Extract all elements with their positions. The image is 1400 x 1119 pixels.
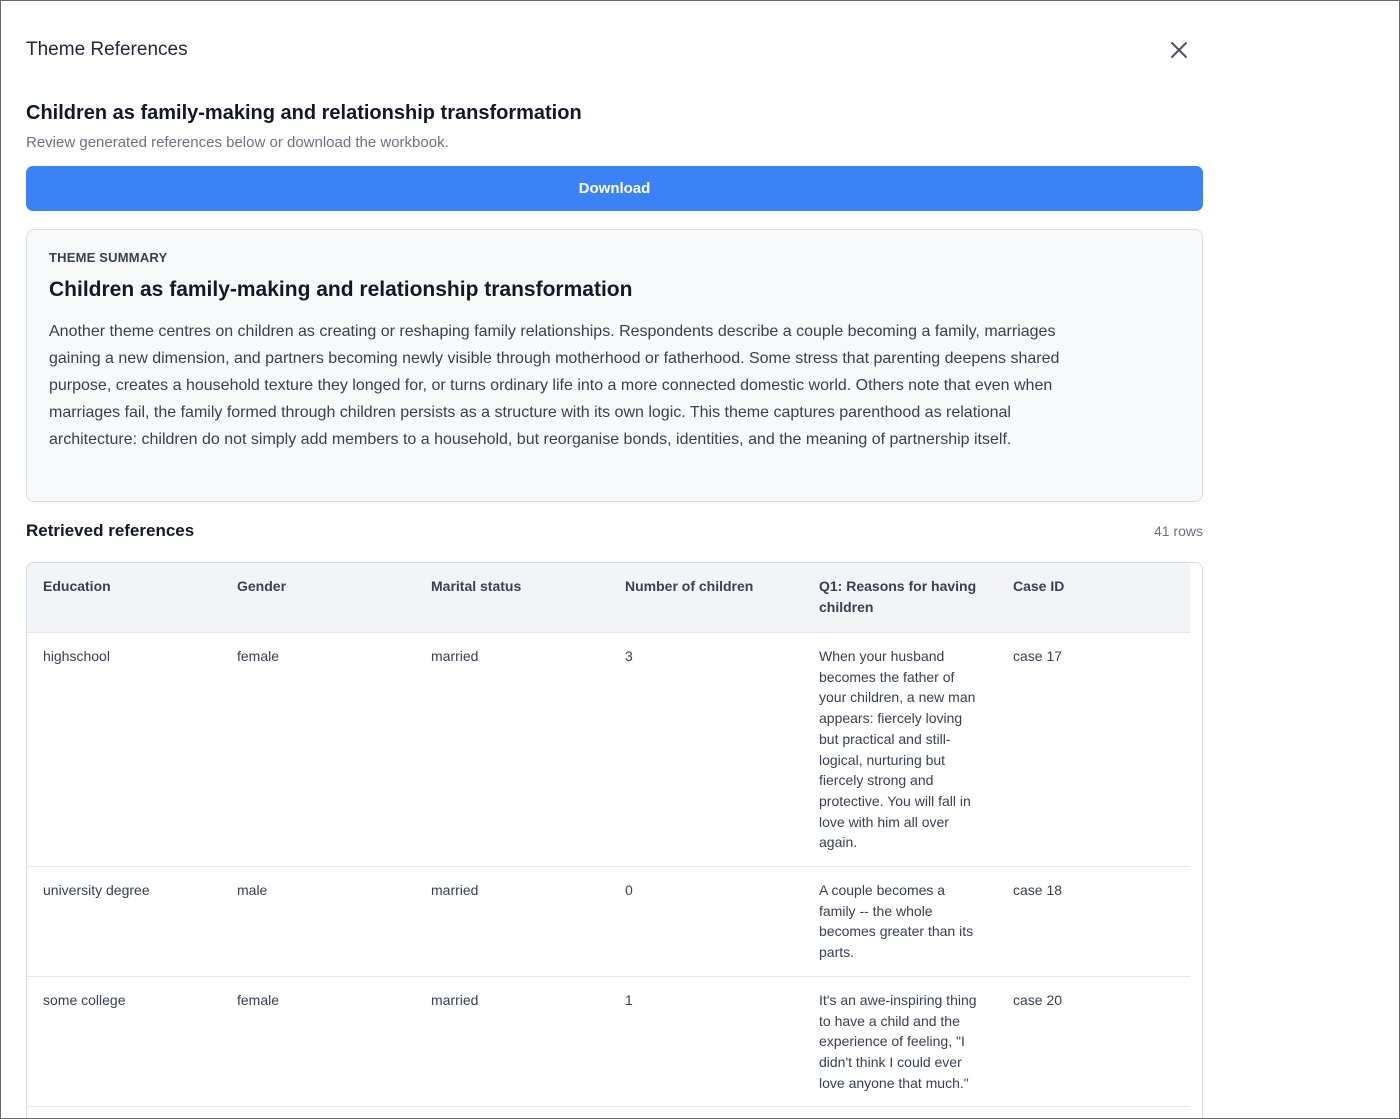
cell-case-id: case 20: [997, 976, 1190, 1107]
table-header-row: [27, 563, 1190, 633]
cell-gender: male: [221, 867, 415, 977]
cell-q1: A couple becomes a family -- the whole becomes greater than its parts.: [803, 867, 997, 977]
references-table-container[interactable]: [26, 562, 1203, 1119]
column-header-q1: Q1: Reasons for having children: [803, 563, 997, 633]
cell-marital-status: married: [415, 867, 609, 977]
cell-case-id: case 17: [997, 633, 1190, 867]
theme-heading: Children as family-making and relationship transformation: [26, 102, 582, 124]
column-header-case-id: Case ID: [997, 563, 1190, 633]
table-row: [27, 633, 1190, 867]
references-table: [27, 563, 1190, 1107]
summary-title: Children as family-making and relationship transformation: [49, 278, 633, 301]
rows-count: 41 rows: [1153, 523, 1203, 539]
cell-education: university degree: [27, 867, 221, 977]
column-header-gender: Gender: [221, 563, 415, 633]
cell-education: some college: [27, 976, 221, 1107]
table-row: [27, 976, 1190, 1107]
cell-number-of-children: 1: [609, 976, 803, 1107]
column-header-number-of-children: Number of children: [609, 563, 803, 633]
cell-gender: female: [221, 633, 415, 867]
cell-marital-status: married: [415, 976, 609, 1107]
cell-number-of-children: 3: [609, 633, 803, 867]
summary-text: Another theme centres on children as creating or reshaping family relationships. Respondents describe a couple becoming a family, marriages gaining a new dimension, and partners becoming newly visible through motherhood or fatherhood. Some stress that parenting deepens shared purpose, creates a household texture they longed for, or turns ordinary life into a more connected domestic world. Others note that even when marriages fail, the family formed through children persists as a structure with its own logic. This theme captures parenthood as relational architecture: children do not simply add members to a household, but reorganise bonds, identities, and the meaning of partnership itself.: [49, 323, 1060, 448]
download-button[interactable]: Download: [26, 166, 1203, 211]
cell-number-of-children: 0: [609, 867, 803, 977]
cell-gender: female: [221, 976, 415, 1107]
close-button[interactable]: [1165, 36, 1193, 64]
cell-case-id: case 18: [997, 867, 1190, 977]
cell-q1: When your husband becomes the father of your children, a new man appears: fiercely loving but practical and still-logical, nurturing but fiercely strong and protective. You will fall in love with him all over again.: [803, 633, 997, 867]
close-icon: [1169, 40, 1189, 60]
column-header-marital-status: Marital status: [415, 563, 609, 633]
references-heading: Retrieved references: [26, 521, 195, 540]
column-header-education: Education: [27, 563, 221, 633]
theme-subtitle: Review generated references below or download the workbook.: [26, 134, 449, 151]
summary-label: THEME SUMMARY: [49, 250, 168, 265]
cell-education: highschool: [27, 633, 221, 867]
cell-marital-status: married: [415, 633, 609, 867]
cell-q1: It's an awe-inspiring thing to have a child and the experience of feeling, "I didn't think I could ever love anyone that much.": [803, 976, 997, 1107]
theme-summary-card: [26, 229, 1203, 502]
table-row: [27, 867, 1190, 977]
modal-title: Theme References: [26, 39, 188, 60]
